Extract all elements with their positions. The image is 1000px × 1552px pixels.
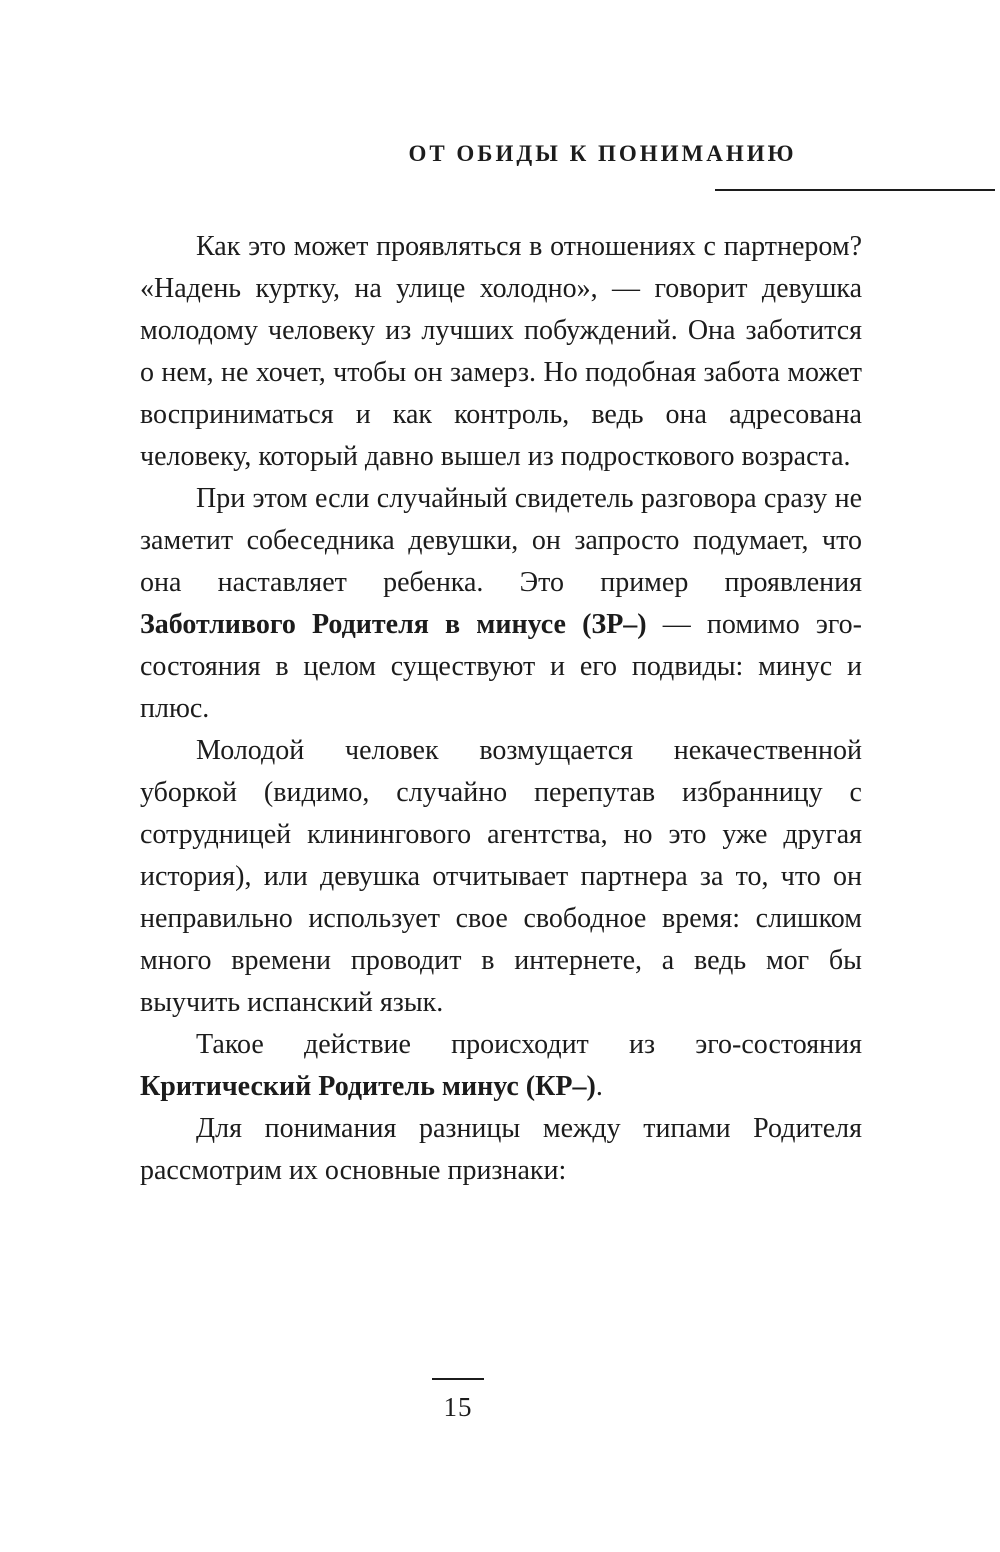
paragraph — [140, 730, 862, 1024]
paragraph-text: Молодой человек возмущается некачественной уборкой (видимо, случайно перепутав избранницу с сотрудницей клинингового агентства, но это уже другая история), или девушка отчитывает партнера за то, что он неправильно использует свое свободное время: слишком много времени проводит в интернете, а ведь мог бы выучить испанский язык. — [140, 735, 862, 1018]
paragraph-text: . — [595, 1071, 603, 1102]
paragraph-text: Такое действие происходит из эго-состояния — [196, 1029, 862, 1060]
page-body — [140, 226, 862, 1192]
header-rule — [715, 189, 995, 191]
paragraph — [140, 226, 862, 478]
page-number: 15 — [443, 1392, 473, 1422]
footer-rule — [432, 1378, 484, 1380]
bold-term: Заботливого Родителя в минусе (ЗР–) — [140, 609, 647, 640]
paragraph-text: Как это может проявляться в отношениях с партнером? «Надень куртку, на улице холодно», — говорит девушка молодому человеку из лучших побуждений. Она заботится о нем, не хочет, чтобы он замерз. Но подобная забота может восприниматься и как контроль, ведь она адресована человеку, который давно вышел из подросткового возраста. — [140, 231, 862, 472]
paragraph — [140, 1108, 862, 1192]
paragraph-text: Для понимания разницы между типами Родителя рассмотрим их основные признаки: — [140, 1113, 862, 1186]
paragraph-text: — помимо эго-состояния в целом существуют и его подвиды: минус и плюс. — [140, 609, 862, 724]
paragraph-text: При этом если случайный свидетель разговора сразу не заметит собеседника девушки, он запросто подумает, что она наставляет ребенка. Это пример проявления — [140, 483, 862, 598]
running-head: ОТ ОБИДЫ К ПОНИМАНИЮ — [408, 141, 797, 166]
paragraph — [140, 478, 862, 730]
bold-term: Критический Родитель минус (КР–) — [140, 1071, 596, 1102]
paragraph — [140, 1024, 862, 1108]
